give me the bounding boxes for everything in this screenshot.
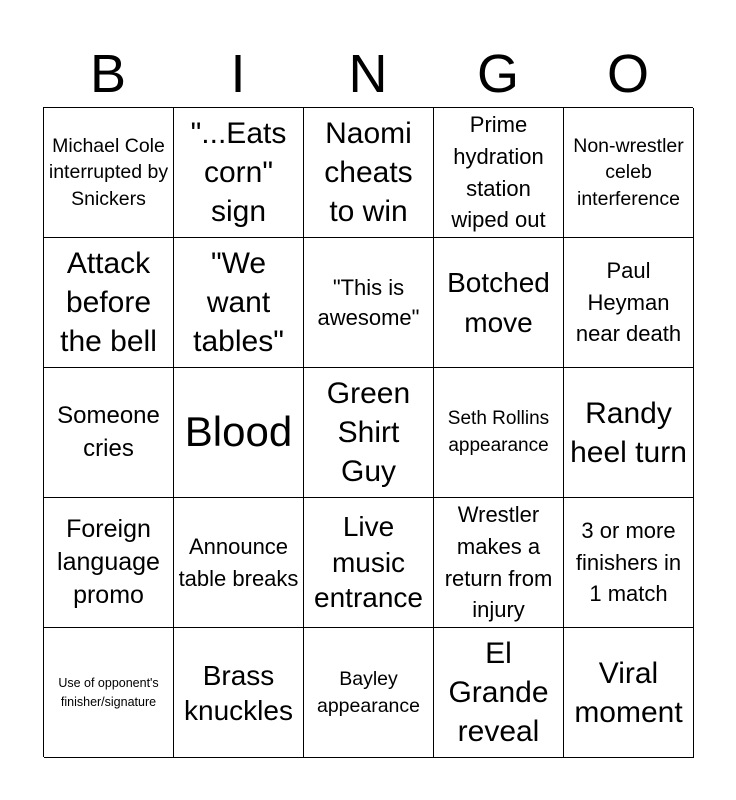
bingo-square[interactable]: Prime hydration station wiped out xyxy=(434,108,564,238)
bingo-square[interactable]: Blood xyxy=(174,368,304,498)
bingo-header xyxy=(43,40,693,108)
bingo-square[interactable]: Use of opponent's finisher/signature xyxy=(44,628,174,758)
bingo-square[interactable]: Bayley appearance xyxy=(304,628,434,758)
header-letter-n: N xyxy=(348,44,388,104)
header-letter-o: O xyxy=(606,44,649,104)
bingo-square[interactable]: Seth Rollins appearance xyxy=(434,368,564,498)
bingo-square[interactable]: Botched move xyxy=(434,238,564,368)
header-letter-b: B xyxy=(89,44,127,104)
bingo-square[interactable]: Live music entrance xyxy=(304,498,434,628)
bingo-square[interactable]: Foreign language promo xyxy=(44,498,174,628)
bingo-square[interactable]: "This is awesome" xyxy=(304,238,434,368)
bingo-square[interactable]: Viral moment xyxy=(564,628,694,758)
bingo-square[interactable]: Someone cries xyxy=(44,368,174,498)
bingo-square[interactable]: 3 or more finishers in 1 match xyxy=(564,498,694,628)
bingo-square[interactable]: Brass knuckles xyxy=(174,628,304,758)
header-letter-g: G xyxy=(476,44,519,104)
bingo-card xyxy=(43,107,693,757)
header-letter-i: I xyxy=(230,44,246,104)
bingo-square[interactable]: Wrestler makes a return from injury xyxy=(434,498,564,628)
bingo-square[interactable]: Green Shirt Guy xyxy=(304,368,434,498)
bingo-square[interactable]: Naomi cheats to win xyxy=(304,108,434,238)
bingo-square[interactable]: Announce table breaks xyxy=(174,498,304,628)
bingo-square[interactable]: Randy heel turn xyxy=(564,368,694,498)
bingo-square[interactable]: "...Eats corn" sign xyxy=(174,108,304,238)
bingo-square[interactable]: Non-wrestler celeb interference xyxy=(564,108,694,238)
bingo-square[interactable]: Paul Heyman near death xyxy=(564,238,694,368)
bingo-square[interactable]: "We want tables" xyxy=(174,238,304,368)
bingo-square[interactable]: Michael Cole interrupted by Snickers xyxy=(44,108,174,238)
bingo-square[interactable]: El Grande reveal xyxy=(434,628,564,758)
bingo-square[interactable]: Attack before the bell xyxy=(44,238,174,368)
